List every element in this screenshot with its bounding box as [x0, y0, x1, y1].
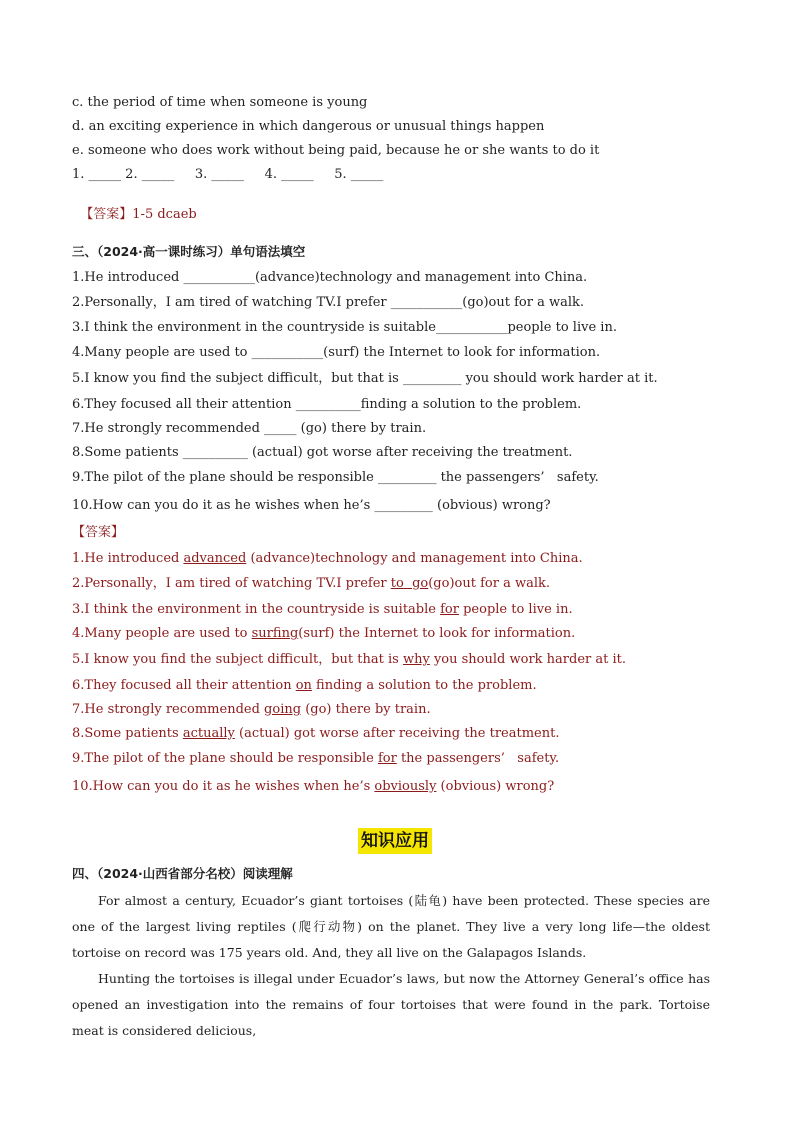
definition-d: d. an exciting experience in which dangerous or unusual things happen [72, 119, 545, 134]
answer-6: 6.They focused all their attention on finding a solution to the problem. [72, 678, 537, 693]
answer-5: 5.I know you find the subject difficult，but that is why you should work harder at it. [72, 652, 626, 667]
answer-word: to go [390, 576, 429, 591]
answer-7: 7.He strongly recommended going (go) there by train. [72, 702, 431, 717]
question-4: 4.Many people are used to ___________(surf) the Internet to look for information. [72, 345, 601, 360]
answer-word: actually [182, 726, 235, 741]
answer-9: 9.The pilot of the plane should be responsible for the passengers’ safety. [72, 751, 560, 766]
answer-word: surfing [251, 626, 299, 641]
answer-4: 4.Many people are used to surfing(surf) the Internet to look for information. [72, 626, 576, 641]
question-6: 6.They focused all their attention __________finding a solution to the problem. [72, 397, 582, 412]
question-8: 8.Some patients __________ (actual) got worse after receiving the treatment. [72, 445, 573, 460]
answer-2: 2.Personally，I am tired of watching TV.I prefer to go(go)out for a walk. [72, 576, 550, 591]
question-7: 7.He strongly recommended _____ (go) there by train. [72, 421, 427, 436]
answer-word: advanced [183, 551, 247, 566]
answer-line-1 [72, 191, 197, 223]
passage-paragraph-1: For almost a century, Ecuador’s giant tortoises (陆龟) have been protected. These species are one of the largest living reptiles (爬行动物) on the planet. They live a very long life—the oldest tortoise on record was 175 years old. And, they all live on the Galapagos Islands. [72, 893, 710, 960]
section-3-heading: 三、（2024·高一课时练习）单句语法填空 [72, 244, 306, 259]
answer-tag: 【答案】 [80, 207, 133, 222]
question-5: 5.I know you find the subject difficult，but that is _________ you should work harder at it. [72, 371, 658, 386]
answer-8: 8.Some patients actually (actual) got worse after receiving the treatment. [72, 726, 560, 741]
answer-text: 1-5 dcaeb [132, 207, 197, 222]
question-2: 2.Personally，I am tired of watching TV.I prefer ___________(go)out for a walk. [72, 295, 585, 310]
definition-e: e. someone who does work without being paid, because he or she wants to do it [72, 143, 600, 158]
answer-word: why [402, 652, 430, 667]
blanks-line: 1. _____ 2. _____ 3. _____ 4. _____ 5. _____ [72, 167, 384, 182]
question-1: 1.He introduced ___________(advance)technology and management into China. [72, 270, 588, 285]
answer-10: 10.How can you do it as he wishes when he’s obviously (obvious) wrong? [72, 779, 555, 794]
definition-c: c. the period of time when someone is young [72, 95, 368, 110]
answer-word: obviously [374, 779, 437, 794]
passage-paragraph-2: Hunting the tortoises is illegal under Ecuador’s laws, but now the Attorney General’s office has opened an investigation into the remains of four tortoises that were found in the park. Tortoise meat is considered delicious, [72, 971, 710, 1038]
answer-word: for [377, 751, 397, 766]
answer-3: 3.I think the environment in the countryside is suitable for people to live in. [72, 602, 573, 617]
question-9: 9.The pilot of the plane should be responsible _________ the passengers’ safety. [72, 470, 599, 485]
question-10: 10.How can you do it as he wishes when he’s _________ (obvious) wrong? [72, 498, 551, 513]
reading-passage [72, 888, 710, 1044]
section-4-heading: 四、（2024·山西省部分名校）阅读理解 [72, 866, 293, 881]
answer-tag-2: 【答案】 [72, 525, 125, 540]
answer-word: for [440, 602, 459, 617]
answer-1: 1.He introduced advanced (advance)technology and management into China. [72, 551, 583, 566]
knowledge-application-banner: 知识应用 [358, 828, 432, 854]
answer-word: going [264, 702, 302, 717]
answer-word: on [295, 678, 312, 693]
question-3: 3.I think the environment in the countryside is suitable___________people to live in. [72, 320, 617, 335]
